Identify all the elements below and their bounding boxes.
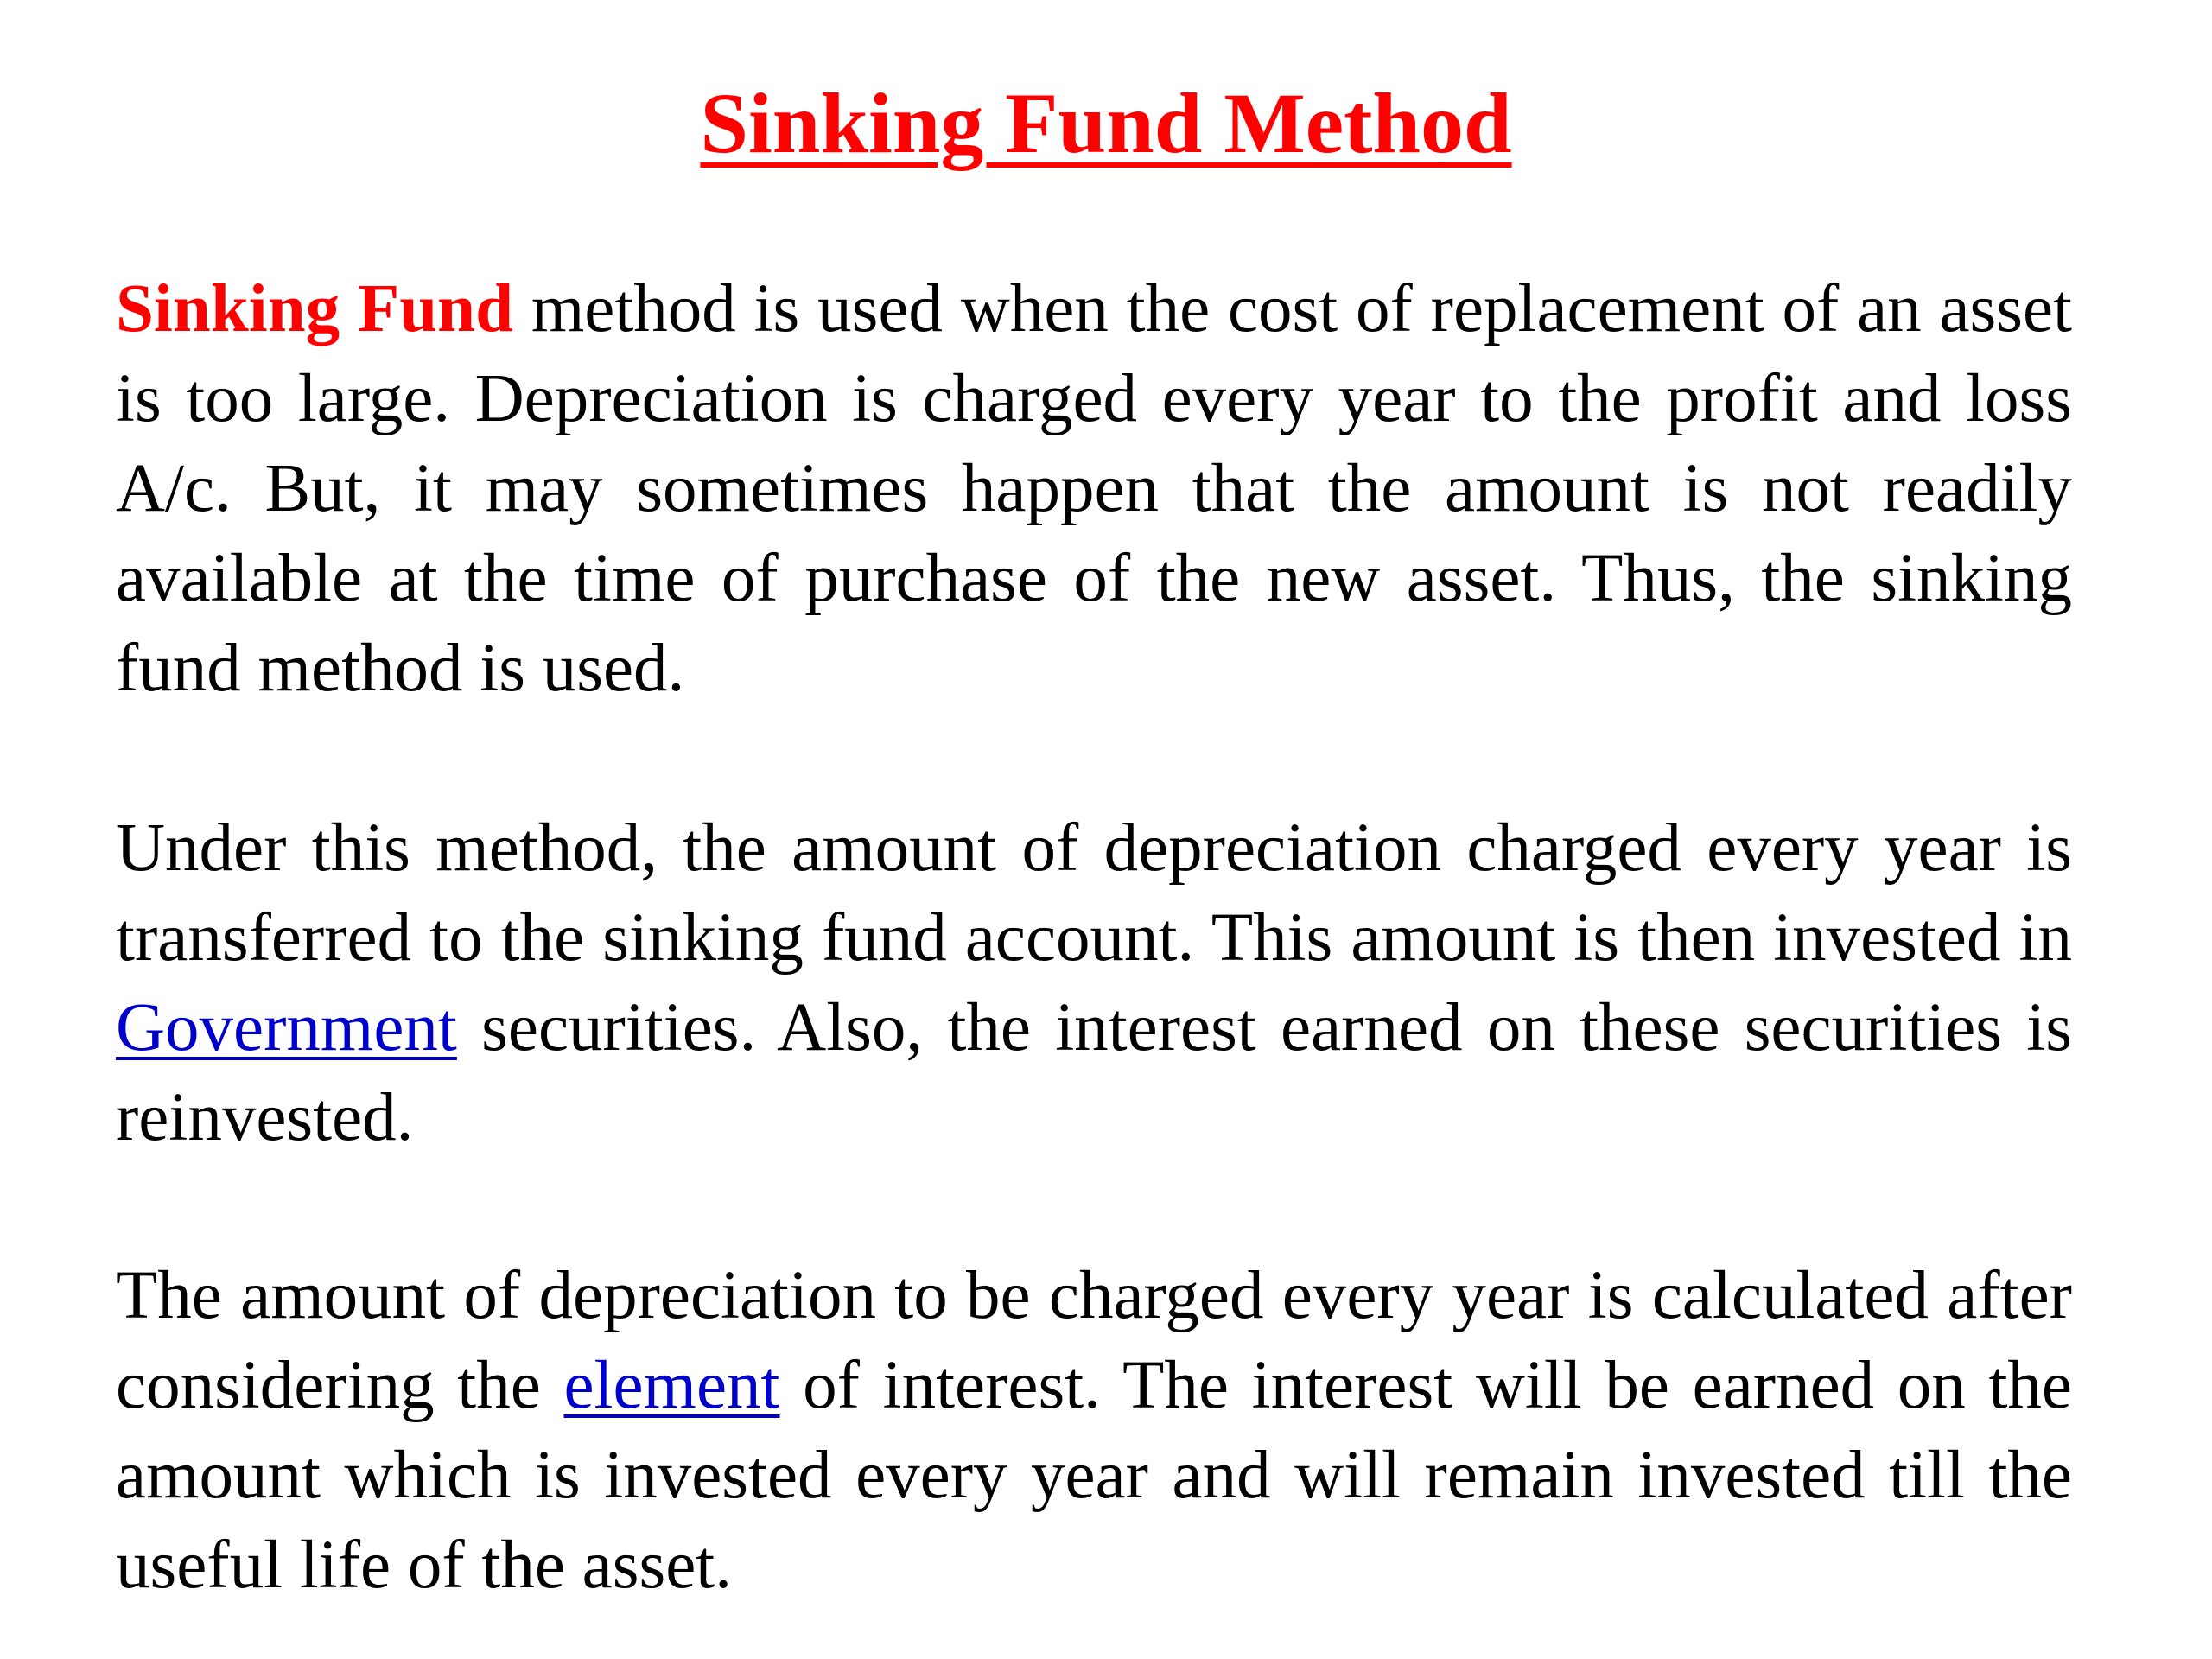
paragraph-method-text-after: securities. Also, the interest earned on these securities is reinvested. xyxy=(116,990,2072,1155)
paragraph-calculation xyxy=(116,1251,2072,1611)
government-link[interactable]: Government xyxy=(116,990,457,1065)
page-title: Sinking Fund Method xyxy=(700,75,1512,171)
paragraph-intro xyxy=(116,264,2072,714)
sinking-fund-lead: Sinking Fund xyxy=(116,271,514,346)
paragraph-intro-text: method is used when the cost of replacement of an asset is too large. Depreciation is charged every year to the profit and loss A/c. But, it may sometimes happen that the amount is not readily available at the time of purchase of the new asset. Thus, the sinking fund method is used. xyxy=(116,271,2073,706)
paragraph-calculation-text-after: of interest. The interest will be earned on the amount which is invested every year and will remain invested till the useful life of the asset. xyxy=(116,1348,2072,1603)
element-link[interactable]: element xyxy=(563,1348,780,1423)
paragraph-method xyxy=(116,804,2072,1163)
paragraph-calculation-text-before: The amount of depreciation to be charged every year is calculated after considering the xyxy=(116,1258,2072,1423)
paragraph-method-text-before: Under this method, the amount of depreciation charged every year is transferred to the sinking fund account. This amount is then invested in xyxy=(116,810,2072,976)
